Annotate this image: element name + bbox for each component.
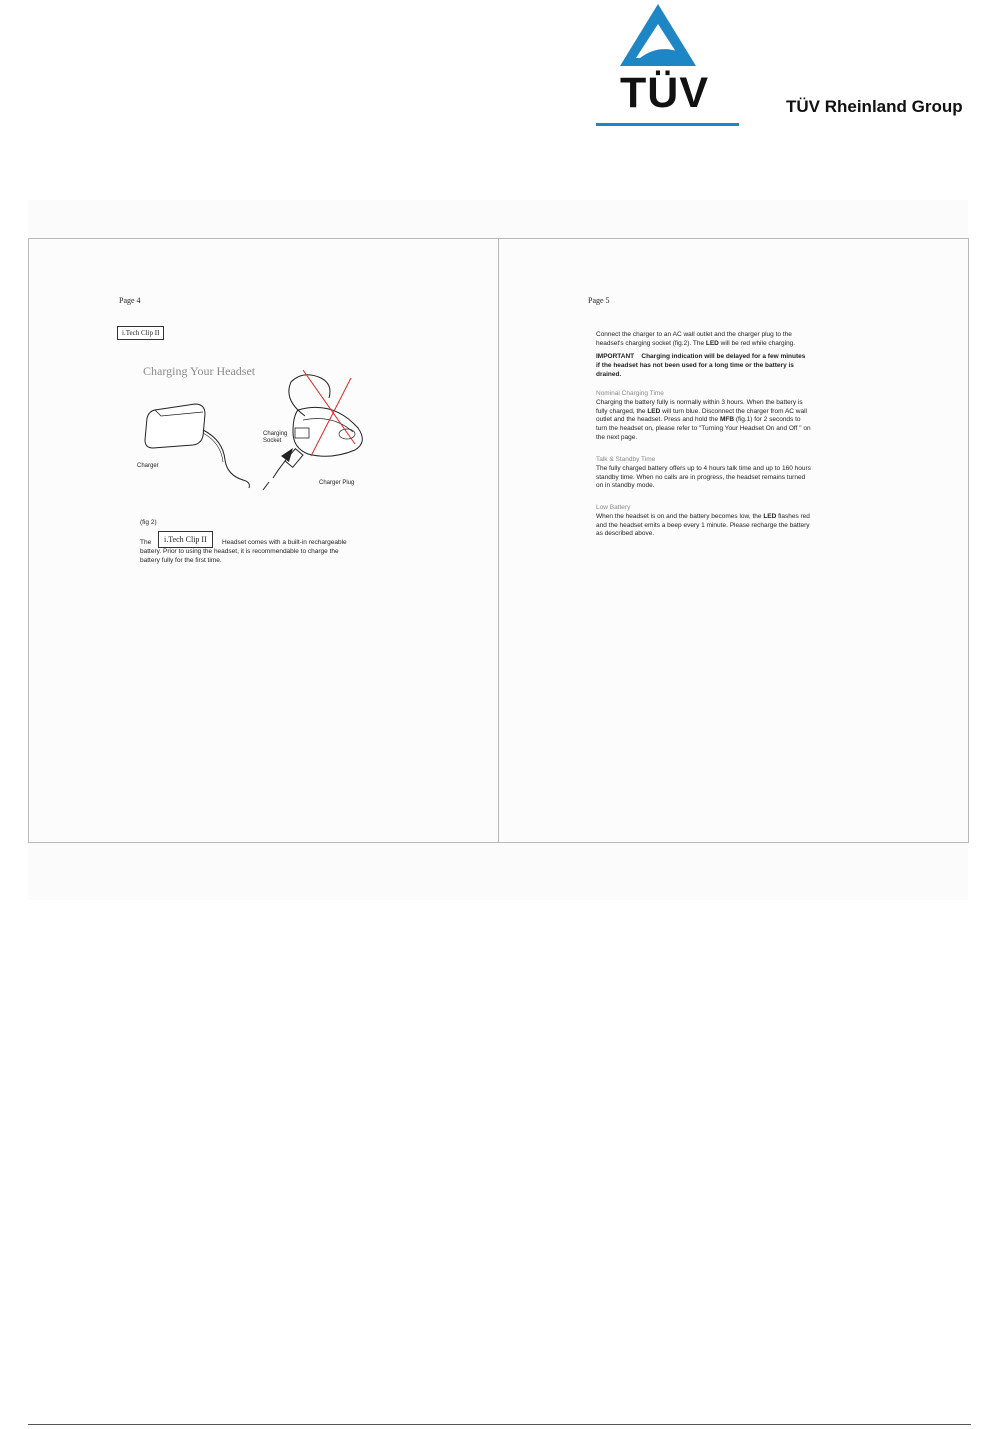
- intro-product-box: i.Tech Clip II: [158, 531, 213, 548]
- low-title: Low Battery: [596, 504, 631, 511]
- talk-title: Talk & Standby Time: [596, 456, 656, 463]
- low-line2: and the headset emits a beep every 1 minute. Please recharge the battery: [596, 521, 810, 529]
- talk-line2: standby time. When no calls are in progress, the headset remains turned: [596, 473, 806, 481]
- socket-label-line1: Charging: [263, 431, 288, 437]
- left-page-number: Page 4: [119, 296, 141, 305]
- intro-line3: battery fully for the first time.: [140, 557, 222, 564]
- intro-prefix: The: [140, 539, 152, 546]
- page-divider: [498, 239, 499, 842]
- charging-illustration: [133, 370, 373, 510]
- plug-label: Charger Plug: [319, 480, 355, 486]
- nominal-line4: turn the headset on, please refer to "Turning Your Headset On and Off " on: [596, 425, 811, 433]
- nominal-line1: Charging the battery fully is normally within 3 hours. When the battery is: [596, 398, 803, 406]
- nominal-line2: fully charged, the LED will turn blue. Disconnect the charger from AC wall: [596, 407, 807, 415]
- talk-line1: The fully charged battery offers up to 4 hours talk time and up to 160 hours: [596, 464, 811, 472]
- talk-section: [596, 456, 846, 491]
- low-line3: as described above.: [596, 530, 655, 538]
- talk-line3: on in standby mode.: [596, 482, 655, 490]
- intro-line1: Headset comes with a built-in rechargeable: [222, 539, 347, 546]
- intro-line2: battery. Prior to using the headset, it is recommendable to charge the: [140, 548, 339, 555]
- footer-rule: [28, 1424, 971, 1425]
- important-line2: if the headset has not been used for a long time or the battery is: [596, 361, 794, 369]
- nominal-title: Nominal Charging Time: [596, 390, 664, 397]
- product-label-box: i.Tech Clip II: [117, 326, 164, 340]
- important-line1: IMPORTANT Charging indication will be delayed for a few minutes: [596, 353, 806, 360]
- fig-caption: (fig 2): [140, 519, 157, 526]
- low-battery-section: [596, 504, 846, 539]
- connect-paragraph: [596, 331, 836, 349]
- socket-label-line2: Socket: [263, 438, 282, 444]
- charger-label: Charger: [137, 463, 159, 469]
- low-line1: When the headset is on and the battery becomes low, the LED flashes red: [596, 512, 810, 520]
- important-paragraph: [596, 353, 836, 379]
- connect-line2: headset's charging socket (fig.2). The LED will be red while charging.: [596, 339, 796, 347]
- right-page-number: Page 5: [588, 296, 610, 305]
- logo-underline: [596, 123, 739, 126]
- section-heading: Charging Your Headset: [143, 364, 256, 378]
- manual-spread: [28, 238, 969, 843]
- connect-line1: Connect the charger to an AC wall outlet and the charger plug to the: [596, 331, 792, 338]
- nominal-section: [596, 390, 846, 443]
- group-name: TÜV Rheinland Group: [786, 97, 963, 116]
- nominal-line3: outlet and the headset. Press and hold the MFB (fig.1) for 2 seconds to: [596, 416, 801, 424]
- nominal-line5: the next page.: [596, 433, 638, 441]
- important-line3: drained.: [596, 370, 622, 378]
- tuv-logo-text: TÜV: [620, 69, 709, 117]
